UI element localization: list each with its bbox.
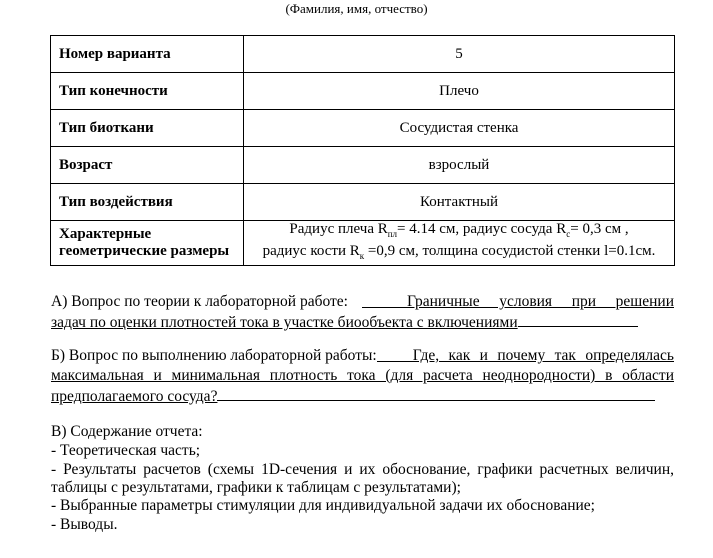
question-b-text: предполагаемого сосуда?	[51, 388, 218, 405]
question-b-line3	[51, 386, 674, 406]
row-value: взрослый	[244, 147, 675, 184]
question-a-label: А) Вопрос по теории к лабораторной работе:	[51, 293, 348, 310]
row-value: Контактный	[244, 184, 675, 221]
dims-text: = 0,3 см ,	[570, 221, 629, 237]
report-title: В) Содержание отчета:	[51, 423, 203, 440]
table-row	[51, 147, 675, 184]
row-label: Тип воздействия	[51, 184, 244, 221]
question-b-label: Б) Вопрос по выполнению лабораторной работы:	[51, 347, 377, 364]
blank-line	[518, 312, 638, 327]
report-item: - Результаты расчетов (схемы 1D-сечения и их обоснование, графики расчетных величин,	[51, 461, 674, 478]
dims-sub: пл	[387, 229, 398, 239]
dims-sub: к	[359, 251, 365, 261]
question-a-text: Граничные условия при решении	[406, 293, 674, 310]
table-row	[51, 184, 675, 221]
row-label: Тип конечности	[51, 73, 244, 110]
row-value: Плечо	[244, 73, 675, 110]
row-label: Возраст	[51, 147, 244, 184]
question-b	[51, 347, 674, 365]
row-label	[51, 221, 244, 266]
report-item: - Теоретическая часть;	[51, 442, 201, 459]
row-label: Тип биоткани	[51, 110, 244, 147]
report-item: таблицы с результатами, графики к таблицам с результатами);	[51, 479, 461, 496]
row-value: Сосудистая стенка	[244, 110, 675, 147]
table-row	[51, 73, 675, 110]
name-caption: (Фамилия, имя, отчество)	[285, 1, 428, 16]
dims-text: Радиус плеча R	[289, 221, 388, 237]
label-line: геометрические размеры	[59, 243, 230, 259]
row-label: Номер варианта	[51, 36, 244, 73]
question-b-text: максимальная и минимальная плотность тока (для расчета неоднородности) в области	[51, 367, 674, 384]
label-line: Характерные	[59, 226, 152, 242]
table-row	[51, 36, 675, 73]
report-item: - Выбранные параметры стимуляции для индивидуальной задачи их обоснование;	[51, 497, 595, 514]
blank-line	[362, 293, 407, 308]
table-row	[51, 110, 675, 147]
blank-line	[217, 386, 655, 401]
table-row	[51, 221, 675, 266]
question-a	[51, 293, 674, 311]
blank-line	[377, 347, 413, 362]
question-a-line2	[51, 312, 674, 332]
dims-text: = 4.14 см, радиус сосуда R	[397, 221, 567, 237]
dims-sub: с	[566, 229, 571, 239]
row-value	[244, 221, 675, 266]
question-a-text: задач по оценки плотностей тока в участке биообъекта с включениями	[51, 314, 518, 331]
dims-text: =0,9 см, толщина сосудистой стенки l=0.1см.	[364, 243, 656, 259]
question-b-text: Где, как и почему так определялась	[412, 347, 674, 364]
variant-table	[50, 35, 675, 266]
row-value: 5	[244, 36, 675, 73]
report-item: - Выводы.	[51, 516, 118, 533]
dims-text: радиус кости R	[262, 243, 360, 259]
